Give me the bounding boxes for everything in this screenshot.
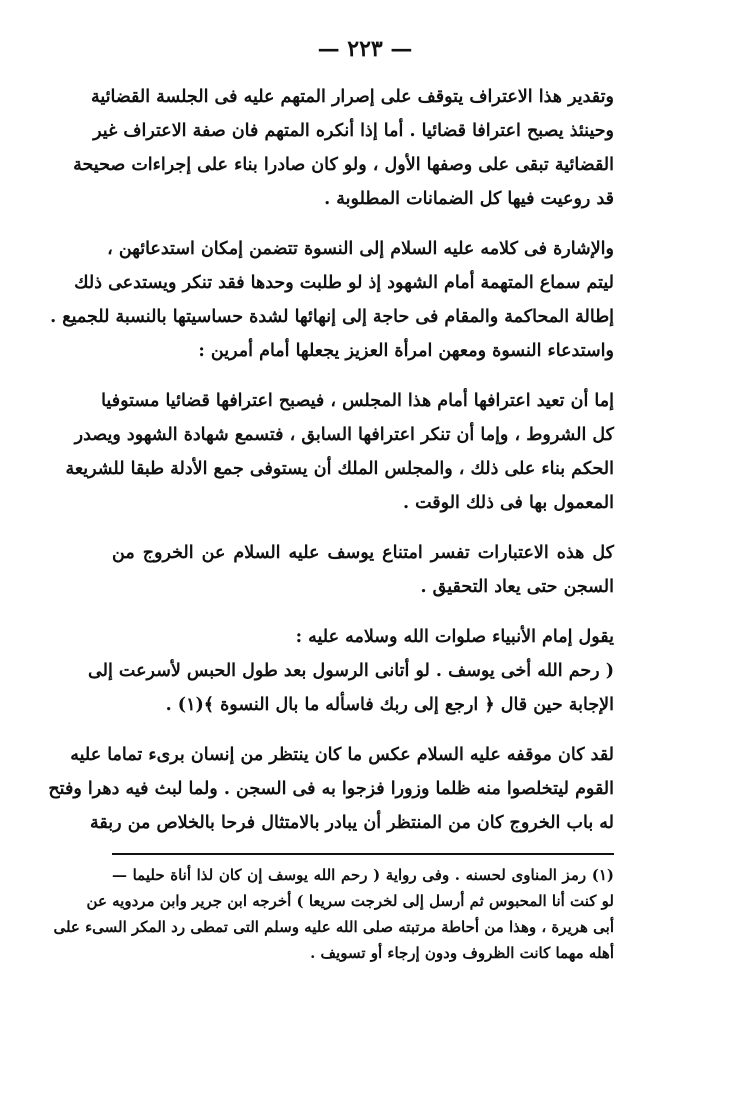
text-line: السجن حتى يعاد التحقيق . xyxy=(420,577,614,597)
paragraph xyxy=(88,620,614,722)
text-line: ليتم سماع المتهمة أمام الشهود إذ لو طلبت وحدها فقد تنكر ويستدعى ذلك xyxy=(74,273,614,293)
text-line: وحينئذ يصبح اعترافا قضائيا . أما إذا أنكره المتهم فان صفة الاعتراف غير xyxy=(93,121,614,141)
text-line: كل هذه الاعتبارات تفسر امتناع يوسف عليه السلام عن الخروج من xyxy=(112,543,614,563)
footnote-line: (١) رمز المناوى لحسنه . وفى رواية ( رحم الله يوسف إن كان لذا أناة حليما — xyxy=(112,866,614,884)
footnote-divider xyxy=(112,853,614,855)
text-line: إما أن تعيد اعترافها أمام هذا المجلس ، فيصبح اعترافها قضائيا مستوفيا xyxy=(101,391,614,411)
text-line: القوم ليتخلصوا منه ظلما وزورا فزجوا به فى السجن . ولما لبث فيه دهرا وفتح xyxy=(48,779,614,799)
text-line: الحكم بناء على ذلك ، والمجلس الملك أن يستوفى جمع الأدلة طبقا للشريعة xyxy=(65,459,614,479)
paragraph xyxy=(65,384,614,520)
paragraph xyxy=(112,334,614,368)
text-line: قد روعيت فيها كل الضمانات المطلوبة . xyxy=(324,189,614,209)
page-number: — ٢٢٣ — xyxy=(317,36,413,62)
text-line: ( رحم الله أخى يوسف . لو أتانى الرسول بعد طول الحبس لأسرعت إلى xyxy=(88,661,614,681)
body-text xyxy=(48,80,614,840)
text-line: يقول إمام الأنبياء صلوات الله وسلامه عليه : xyxy=(295,627,614,647)
text-line: لقد كان موقفه عليه السلام عكس ما كان ينتظر من إنسان برىء تماما عليه xyxy=(70,745,614,765)
text-line: القضائية تبقى على وصفها الأول ، ولو كان صادرا بناء على إجراءات صحيحة xyxy=(73,155,614,175)
text-line: واستدعاء النسوة ومعهن امرأة العزيز يجعلها أمام أمرين : xyxy=(198,341,614,361)
paragraph xyxy=(50,232,614,334)
text-line: كل الشروط ، وإما أن تنكر اعترافها السابق ، فتسمع شهادة الشهود ويصدر xyxy=(74,425,614,445)
paragraph xyxy=(73,80,614,216)
text-line: إطالة المحاكمة والمقام فى حاجة إلى إنهائها لشدة حساسيتها بالنسبة للجميع . xyxy=(50,307,614,327)
footnote-line: أبى هريرة ، وهذا من أحاطة مرتبته صلى الله عليه وسلم التى تمطى رد المكر السىء على xyxy=(53,918,614,936)
paragraph xyxy=(112,536,614,604)
footnote-line: لو كنت أنا المحبوس ثم أرسل إلى لخرجت سريعا ) أخرجه ابن جرير وابن مردويه عن xyxy=(86,892,614,910)
text-line: والإشارة فى كلامه عليه السلام إلى النسوة تتضمن إمكان استدعائهن ، xyxy=(107,239,614,259)
text-line: وتقدير هذا الاعتراف يتوقف على إصرار المتهم عليه فى الجلسة القضائية xyxy=(90,87,614,107)
text-line: الإجابة حين قال ﴿ ارجع إلى ربك فاسأله ما بال النسوة ﴾(١) . xyxy=(165,695,614,715)
footnote-line: أهله مهما كانت الظروف ودون إرجاء أو تسويف . xyxy=(310,944,614,962)
footnotes xyxy=(53,862,614,966)
text-line: المعمول بها فى ذلك الوقت . xyxy=(402,493,614,513)
paragraph xyxy=(48,738,614,840)
text-line: له باب الخروج كان من المنتظر أن يبادر بالامتثال فرحا بالخلاص من ربقة xyxy=(90,813,614,833)
